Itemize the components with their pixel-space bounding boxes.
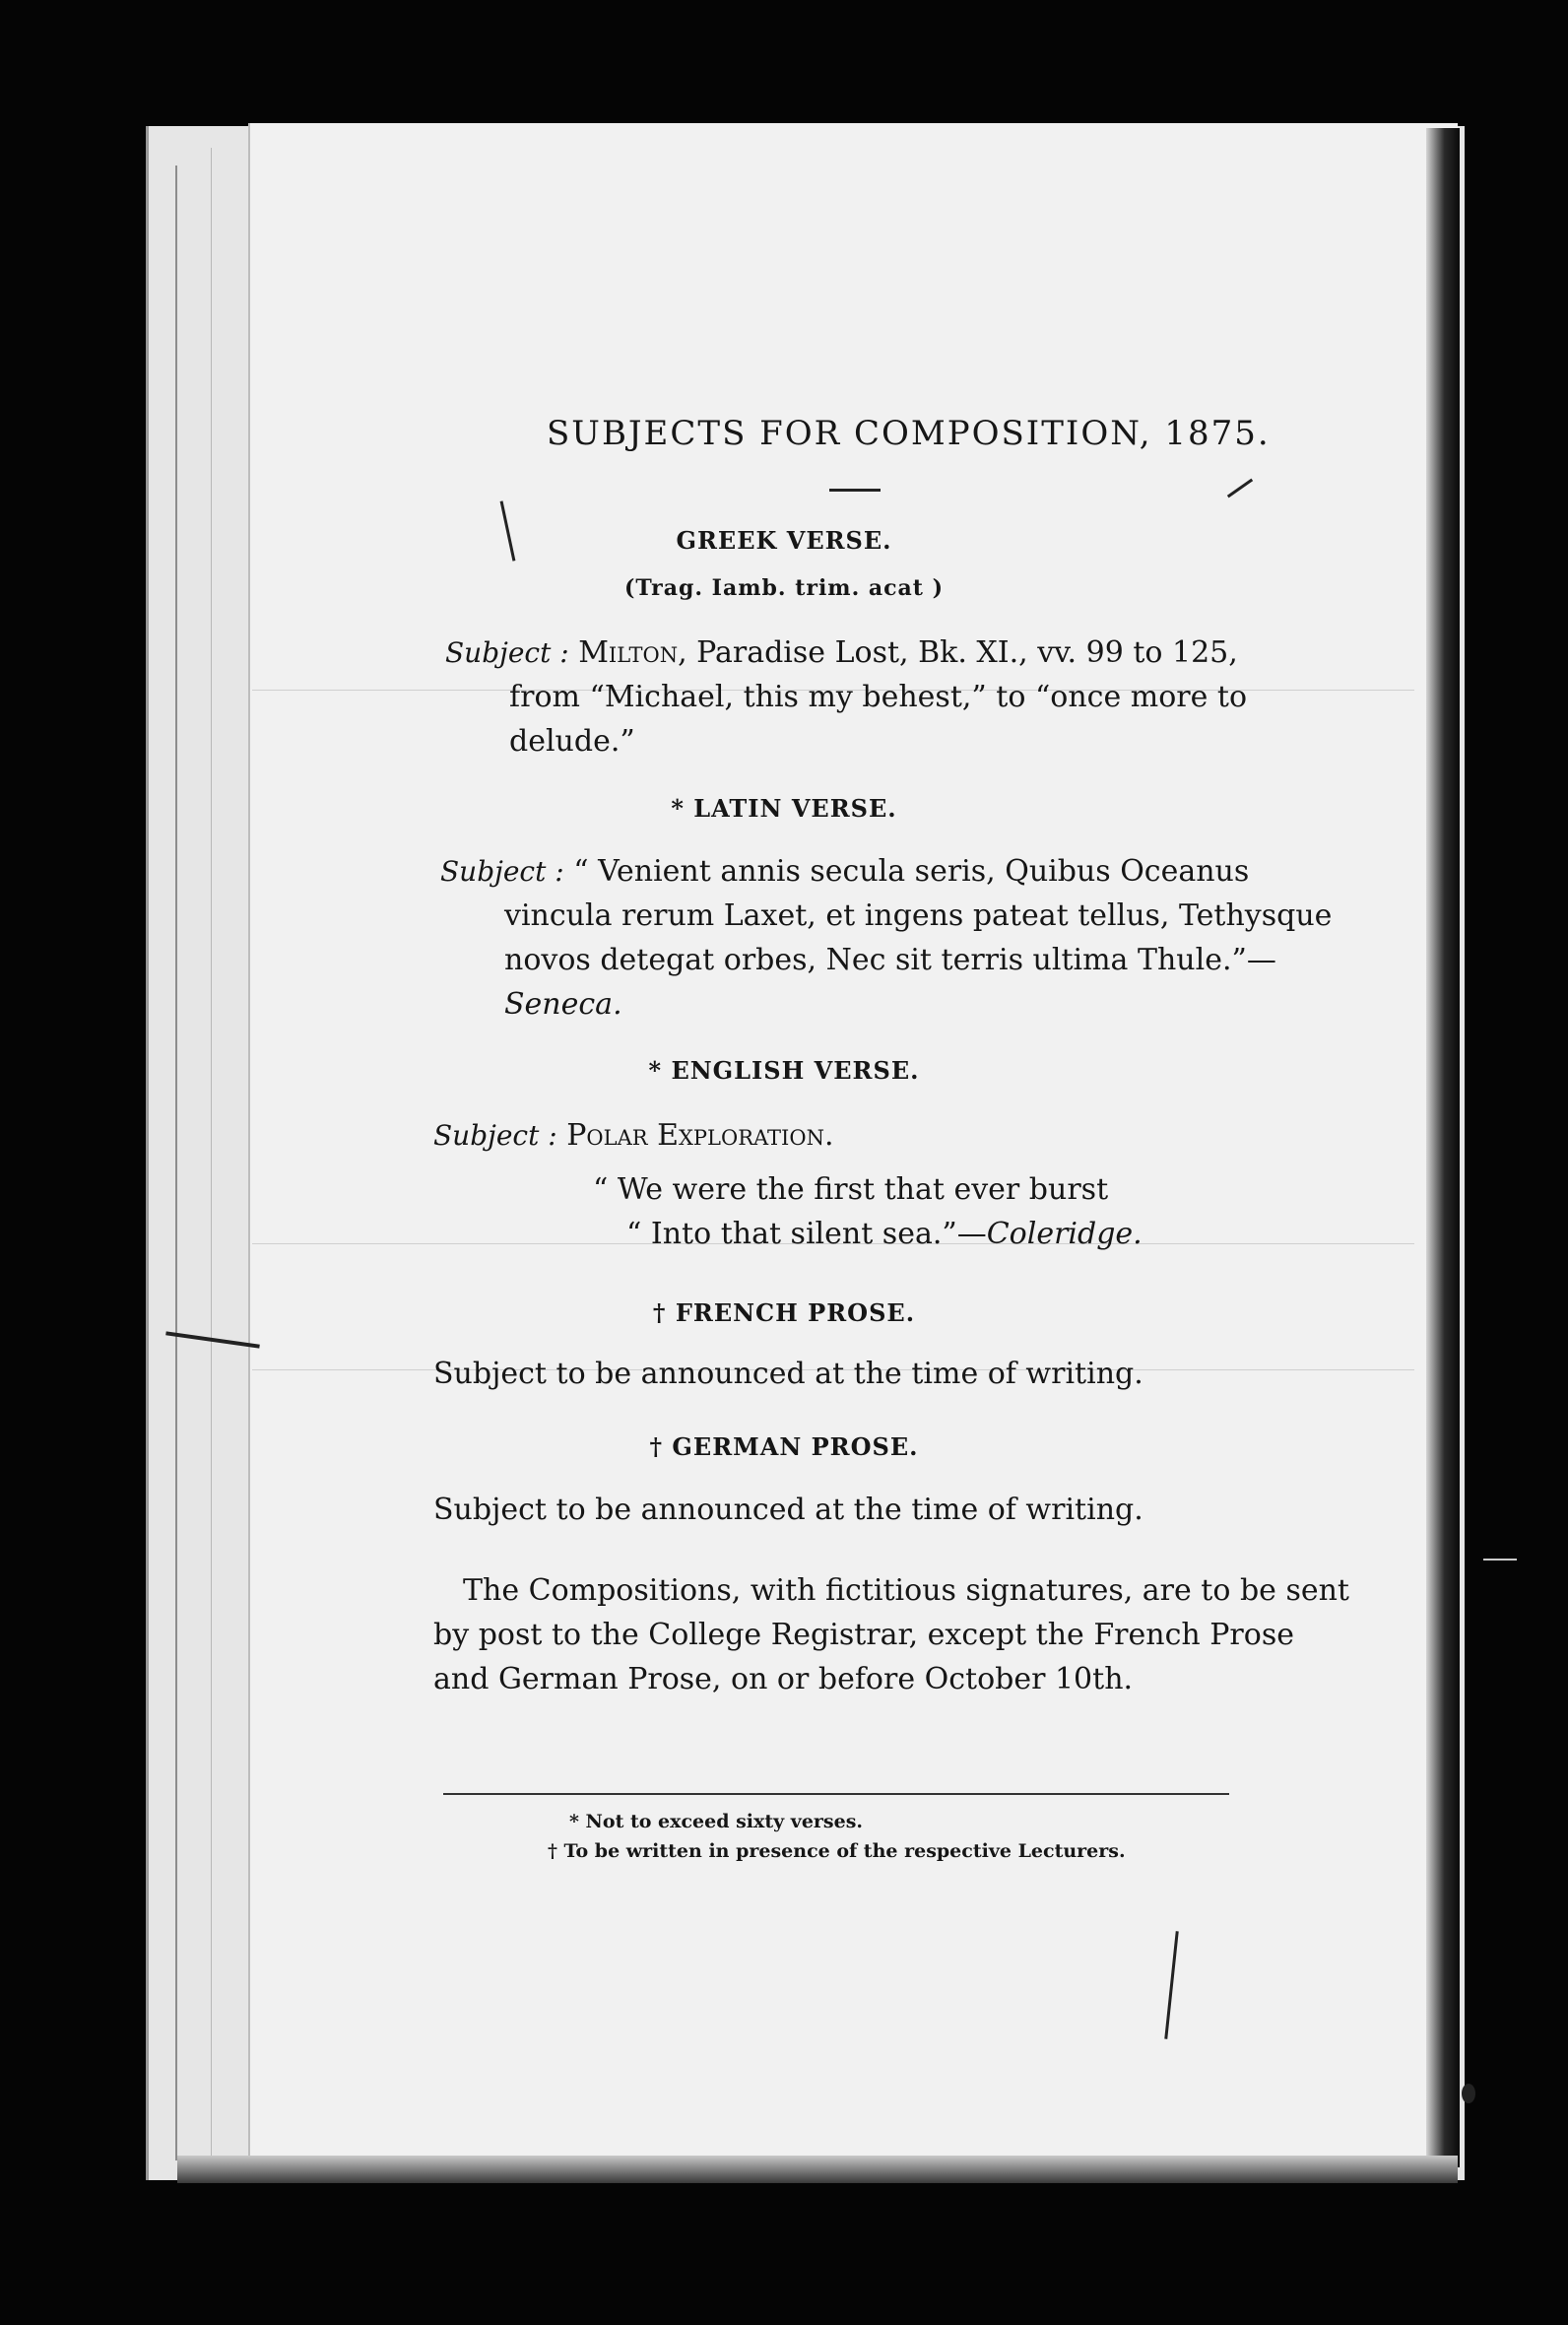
footnote-rule [443,1793,1229,1795]
binding-shadow [1426,128,1460,2167]
section-title-german: † GERMAN PROSE. [649,1432,919,1461]
section-title-french: † FRENCH PROSE. [652,1298,916,1327]
english-quote-text: “ Into that silent sea.”— [626,1217,987,1251]
latin-line-4: Seneca. [504,987,622,1022]
german-text: Subject to be announced at the time of writing. [433,1493,1143,1527]
latin-line-1: “ Venient annis secula seris, Quibus Oceanus [573,854,1250,889]
greek-metre: (Trag. Iamb. trim. acat ) [623,575,945,601]
english-topic: Polar Exploration. [566,1118,834,1153]
footnote-2: † To be written in presence of the respective Lecturers. [548,1840,1126,1862]
latin-line-2: vincula rerum Laxet, et ingens pateat tellus, Tethysque [504,898,1333,933]
subject-label: Subject : [445,636,569,669]
greek-subject [445,631,1247,764]
english-quote-line-1: “ We were the first that ever burst [593,1172,1109,1207]
greek-author: Milton, [578,635,687,670]
greek-line-1: Paradise Lost, Bk. XI., vv. 99 to 125, [696,635,1238,670]
closing-line-1: The Compositions, with fictitious signatures, are to be sent [463,1573,1349,1608]
english-quote-author: Coleridge. [986,1217,1143,1251]
subject-label: Subject : [433,1119,557,1152]
latin-line-3: novos detegat orbes, Nec sit terris ultima Thule.”— [504,943,1276,977]
page-edge-line [175,166,177,2160]
latin-subject [440,849,1332,1027]
closing-line-2: by post to the College Registrar, except the French Prose [433,1618,1294,1652]
english-quote-line-2 [626,1212,1143,1256]
footnote-1: * Not to exceed sixty verses. [569,1811,864,1832]
scan-mark [1462,2084,1475,2103]
title-rule [829,489,881,492]
closing-paragraph [433,1568,1349,1701]
section-title-latin: * LATIN VERSE. [671,794,897,823]
scan-mark [1483,1559,1517,1561]
page-edge-line [211,148,212,2167]
subject-label: Subject : [440,855,564,888]
greek-line-2: from “Michael, this my behest,” to “once more to [509,680,1248,714]
closing-line-3: and German Prose, on or before October 10th. [433,1662,1134,1696]
page-title: SUBJECTS FOR COMPOSITION, 1875. [547,414,1271,453]
section-title-english: * ENGLISH VERSE. [648,1056,920,1085]
section-title-greek: GREEK VERSE. [676,526,892,555]
french-text: Subject to be announced at the time of writing. [433,1357,1143,1391]
english-subject [433,1113,833,1158]
bottom-shadow [177,2156,1458,2183]
greek-line-3: delude.” [509,724,635,759]
